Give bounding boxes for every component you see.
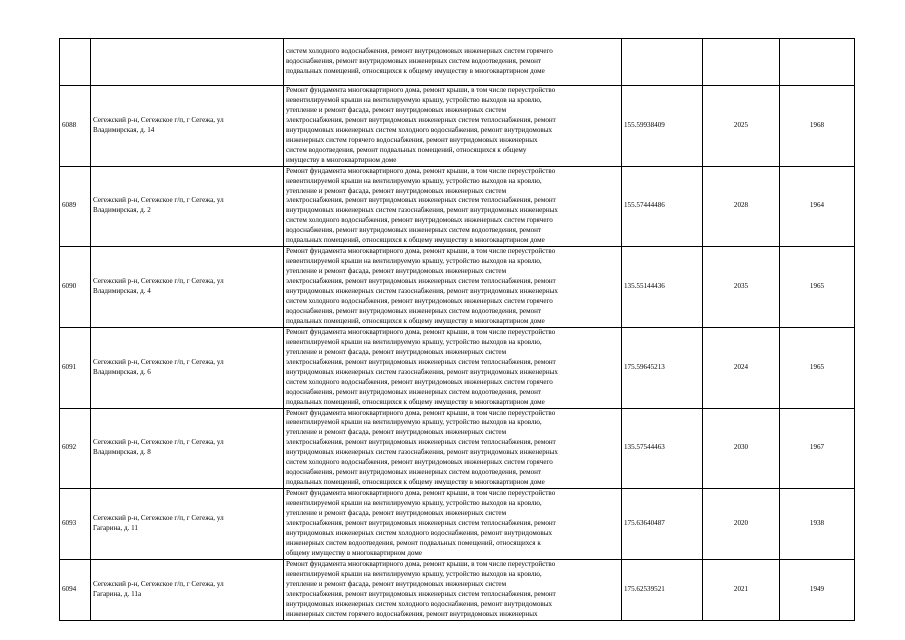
works-line: внутридомовых инженерных систем газоснабжения, ремонт внутридомовых инженерных [286, 448, 558, 457]
works-line: систем холодного водоснабжения, ремонт внутридомовых инженерных систем горячего [286, 377, 553, 386]
built-year: 1968 [780, 86, 855, 167]
works-line: Ремонт фундамента многоквартирного дома, ремонт крыши, в том числе переустройство [286, 327, 556, 336]
works-line: подвальных помещений, относящихся к общему имуществу в многоквартирном доме [286, 397, 545, 406]
address-line: Владимирская, д. 2 [93, 206, 151, 215]
table-row [60, 39, 855, 86]
cost-value: 155.59938409 [622, 86, 703, 167]
address-line: Сегежский р-н, Сегежское г/п, г Сегежа, ул [93, 579, 224, 588]
address-line: Владимирская, д. 14 [93, 125, 155, 134]
works-line: невентилируемой крыши на вентилируемую крышу, устройство выходов на кровлю, [286, 176, 542, 185]
works-line: электроснабжения, ремонт внутридомовых инженерных систем теплоснабжения, ремонт [286, 438, 556, 447]
plan-year: 2024 [703, 327, 780, 408]
address-cell [91, 559, 284, 620]
works-cell [284, 86, 622, 167]
row-number: 6093 [60, 489, 91, 560]
works-cell [284, 408, 622, 489]
cost-value: 135.55144436 [622, 247, 703, 328]
works-line: систем холодного водоснабжения, ремонт внутридомовых инженерных систем горячего [286, 297, 553, 306]
works-cell [284, 166, 622, 247]
cost-value [622, 39, 703, 86]
table-row [60, 408, 855, 489]
row-number: 6091 [60, 327, 91, 408]
works-line: внутридомовых инженерных систем газоснабжения, ремонт внутридомовых инженерных [286, 206, 558, 215]
address-line: Сегежский р-н, Сегежское г/п, г Сегежа, ул [93, 115, 224, 124]
works-line: Ремонт фундамента многоквартирного дома, ремонт крыши, в том числе переустройство [286, 408, 556, 417]
works-line: Ремонт фундамента многоквартирного дома, ремонт крыши, в том числе переустройство [286, 489, 556, 498]
works-line: электроснабжения, ремонт внутридомовых инженерных систем теплоснабжения, ремонт [286, 277, 556, 286]
works-line: электроснабжения, ремонт внутридомовых инженерных систем теплоснабжения, ремонт [286, 357, 556, 366]
works-cell [284, 559, 622, 620]
built-year: 1949 [780, 559, 855, 620]
works-line: невентилируемой крыши на вентилируемую крышу, устройство выходов на кровлю, [286, 499, 542, 508]
address-line: Гагарина, д. 11 [93, 523, 138, 532]
works-cell [284, 39, 622, 86]
works-line: Ремонт фундамента многоквартирного дома, ремонт крыши, в том числе переустройство [286, 247, 556, 256]
cost-value: 135.57544463 [622, 408, 703, 489]
works-line: водоснабжения, ремонт внутридомовых инженерных систем водоотведения, ремонт [286, 226, 542, 235]
works-line: утепление и ремонт фасада, ремонт внутридомовых инженерных систем [286, 428, 507, 437]
works-line: утепление и ремонт фасада, ремонт внутридомовых инженерных систем [286, 105, 507, 114]
works-line: электроснабжения, ремонт внутридомовых инженерных систем теплоснабжения, ремонт [286, 115, 556, 124]
address-line: Владимирская, д. 8 [93, 448, 151, 457]
works-line: систем холодного водоснабжения, ремонт внутридомовых инженерных систем горячего [286, 47, 553, 56]
works-line: Ремонт фундамента многоквартирного дома, ремонт крыши, в том числе переустройство [286, 86, 556, 94]
built-year: 1965 [780, 247, 855, 328]
works-cell [284, 327, 622, 408]
works-line: утепление и ремонт фасада, ремонт внутридомовых инженерных систем [286, 186, 507, 195]
row-number [60, 39, 91, 86]
address-line: Владимирская, д. 4 [93, 287, 151, 296]
works-line: подвальных помещений, относящихся к общему имуществу в многоквартирном доме [286, 478, 545, 487]
works-line: утепление и ремонт фасада, ремонт внутридомовых инженерных систем [286, 509, 507, 518]
address-line: Гагарина, д. 11а [93, 589, 142, 598]
works-line: невентилируемой крыши на вентилируемую крышу, устройство выходов на кровлю, [286, 418, 542, 427]
row-number: 6094 [60, 559, 91, 620]
plan-year: 2028 [703, 166, 780, 247]
works-line: электроснабжения, ремонт внутридомовых инженерных систем теплоснабжения, ремонт [286, 518, 556, 527]
built-year: 1967 [780, 408, 855, 489]
table-row [60, 559, 855, 620]
works-line: водоснабжения, ремонт внутридомовых инженерных систем водоотведения, ремонт [286, 468, 542, 477]
works-line: Ремонт фундамента многоквартирного дома, ремонт крыши, в том числе переустройство [286, 166, 556, 175]
register-table-body [60, 39, 855, 621]
plan-year: 2020 [703, 489, 780, 560]
table-row [60, 489, 855, 560]
works-line: систем холодного водоснабжения, ремонт внутридомовых инженерных систем горячего [286, 216, 553, 225]
register-table [59, 38, 855, 621]
works-line: подвальных помещений, относящихся к общему имуществу в многоквартирном доме [286, 236, 545, 245]
row-number: 6088 [60, 86, 91, 167]
works-line: электроснабжения, ремонт внутридомовых инженерных систем теплоснабжения, ремонт [286, 589, 556, 598]
works-line: инженерных систем горячего водоснабжения, ремонт внутридомовых инженерных [286, 135, 538, 144]
built-year [780, 39, 855, 86]
works-line: внутридомовых инженерных систем газоснабжения, ремонт внутридомовых инженерных [286, 367, 558, 376]
works-line: невентилируемой крыши на вентилируемую крышу, устройство выходов на кровлю, [286, 257, 542, 266]
works-line: внутридомовых инженерных систем газоснабжения, ремонт внутридомовых инженерных [286, 287, 558, 296]
works-line: утепление и ремонт фасада, ремонт внутридомовых инженерных систем [286, 579, 507, 588]
cost-value: 175.62539521 [622, 559, 703, 620]
works-line: внутридомовых инженерных систем холодного водоснабжения, ремонт внутридомовых [286, 599, 553, 608]
works-line: невентилируемой крыши на вентилируемую крышу, устройство выходов на кровлю, [286, 569, 542, 578]
cost-value: 175.63640487 [622, 489, 703, 560]
plan-year: 2025 [703, 86, 780, 167]
works-cell [284, 489, 622, 560]
address-line: Сегежский р-н, Сегежское г/п, г Сегежа, ул [93, 438, 224, 447]
works-line: водоснабжения, ремонт внутридомовых инженерных систем водоотведения, ремонт [286, 306, 542, 315]
table-row [60, 327, 855, 408]
works-cell [284, 247, 622, 328]
works-line: водоснабжения, ремонт внутридомовых инженерных систем водоотведения, ремонт [286, 57, 542, 66]
table-row [60, 247, 855, 328]
works-line: внутридомовых инженерных систем холодного водоснабжения, ремонт внутридомовых [286, 528, 553, 537]
works-line: подвальных помещений, относящихся к общему имуществу в многоквартирном доме [286, 66, 545, 75]
cost-value: 155.57444486 [622, 166, 703, 247]
row-number: 6092 [60, 408, 91, 489]
address-line: Сегежский р-н, Сегежское г/п, г Сегежа, ул [93, 357, 224, 366]
plan-year: 2035 [703, 247, 780, 328]
built-year: 1965 [780, 327, 855, 408]
address-cell [91, 247, 284, 328]
works-line: невентилируемой крыши на вентилируемую крышу, устройство выходов на кровлю, [286, 95, 542, 104]
works-line: электроснабжения, ремонт внутридомовых инженерных систем теплоснабжения, ремонт [286, 196, 556, 205]
address-cell [91, 86, 284, 167]
address-line: Сегежский р-н, Сегежское г/п, г Сегежа, ул [93, 196, 224, 205]
works-line: утепление и ремонт фасада, ремонт внутридомовых инженерных систем [286, 267, 507, 276]
works-line: систем водоотведения, ремонт подвальных помещений, относящихся к общему [286, 145, 527, 154]
address-line: Владимирская, д. 6 [93, 367, 151, 376]
address-line: Сегежский р-н, Сегежское г/п, г Сегежа, ул [93, 514, 224, 522]
works-line: систем холодного водоснабжения, ремонт внутридомовых инженерных систем горячего [286, 458, 553, 467]
address-cell [91, 327, 284, 408]
built-year: 1938 [780, 489, 855, 560]
built-year: 1964 [780, 166, 855, 247]
works-line: инженерных систем водоотведения, ремонт подвальных помещений, относящихся к [286, 538, 541, 547]
address-line: Сегежский р-н, Сегежское г/п, г Сегежа, ул [93, 277, 224, 286]
address-cell [91, 39, 284, 86]
plan-year: 2021 [703, 559, 780, 620]
row-number: 6089 [60, 166, 91, 247]
address-cell [91, 489, 284, 560]
works-line: утепление и ремонт фасада, ремонт внутридомовых инженерных систем [286, 347, 507, 356]
works-line: Ремонт фундамента многоквартирного дома, ремонт крыши, в том числе переустройство [286, 559, 556, 568]
plan-year [703, 39, 780, 86]
address-cell [91, 166, 284, 247]
works-line: внутридомовых инженерных систем холодного водоснабжения, ремонт внутридомовых [286, 125, 553, 134]
works-line: инженерных систем горячего водоснабжения, ремонт внутридомовых инженерных [286, 609, 538, 618]
works-line: подвальных помещений, относящихся к общему имуществу в многоквартирном доме [286, 316, 545, 325]
works-line: общему имуществу в многоквартирном доме [286, 548, 422, 557]
plan-year: 2030 [703, 408, 780, 489]
works-line: водоснабжения, ремонт внутридомовых инженерных систем водоотведения, ремонт [286, 387, 542, 396]
cost-value: 175.59645213 [622, 327, 703, 408]
table-row [60, 166, 855, 247]
works-line: имуществу в многоквартирном доме [286, 155, 397, 164]
table-row [60, 86, 855, 167]
address-cell [91, 408, 284, 489]
row-number: 6090 [60, 247, 91, 328]
works-line: невентилируемой крыши на вентилируемую крышу, устройство выходов на кровлю, [286, 337, 542, 346]
